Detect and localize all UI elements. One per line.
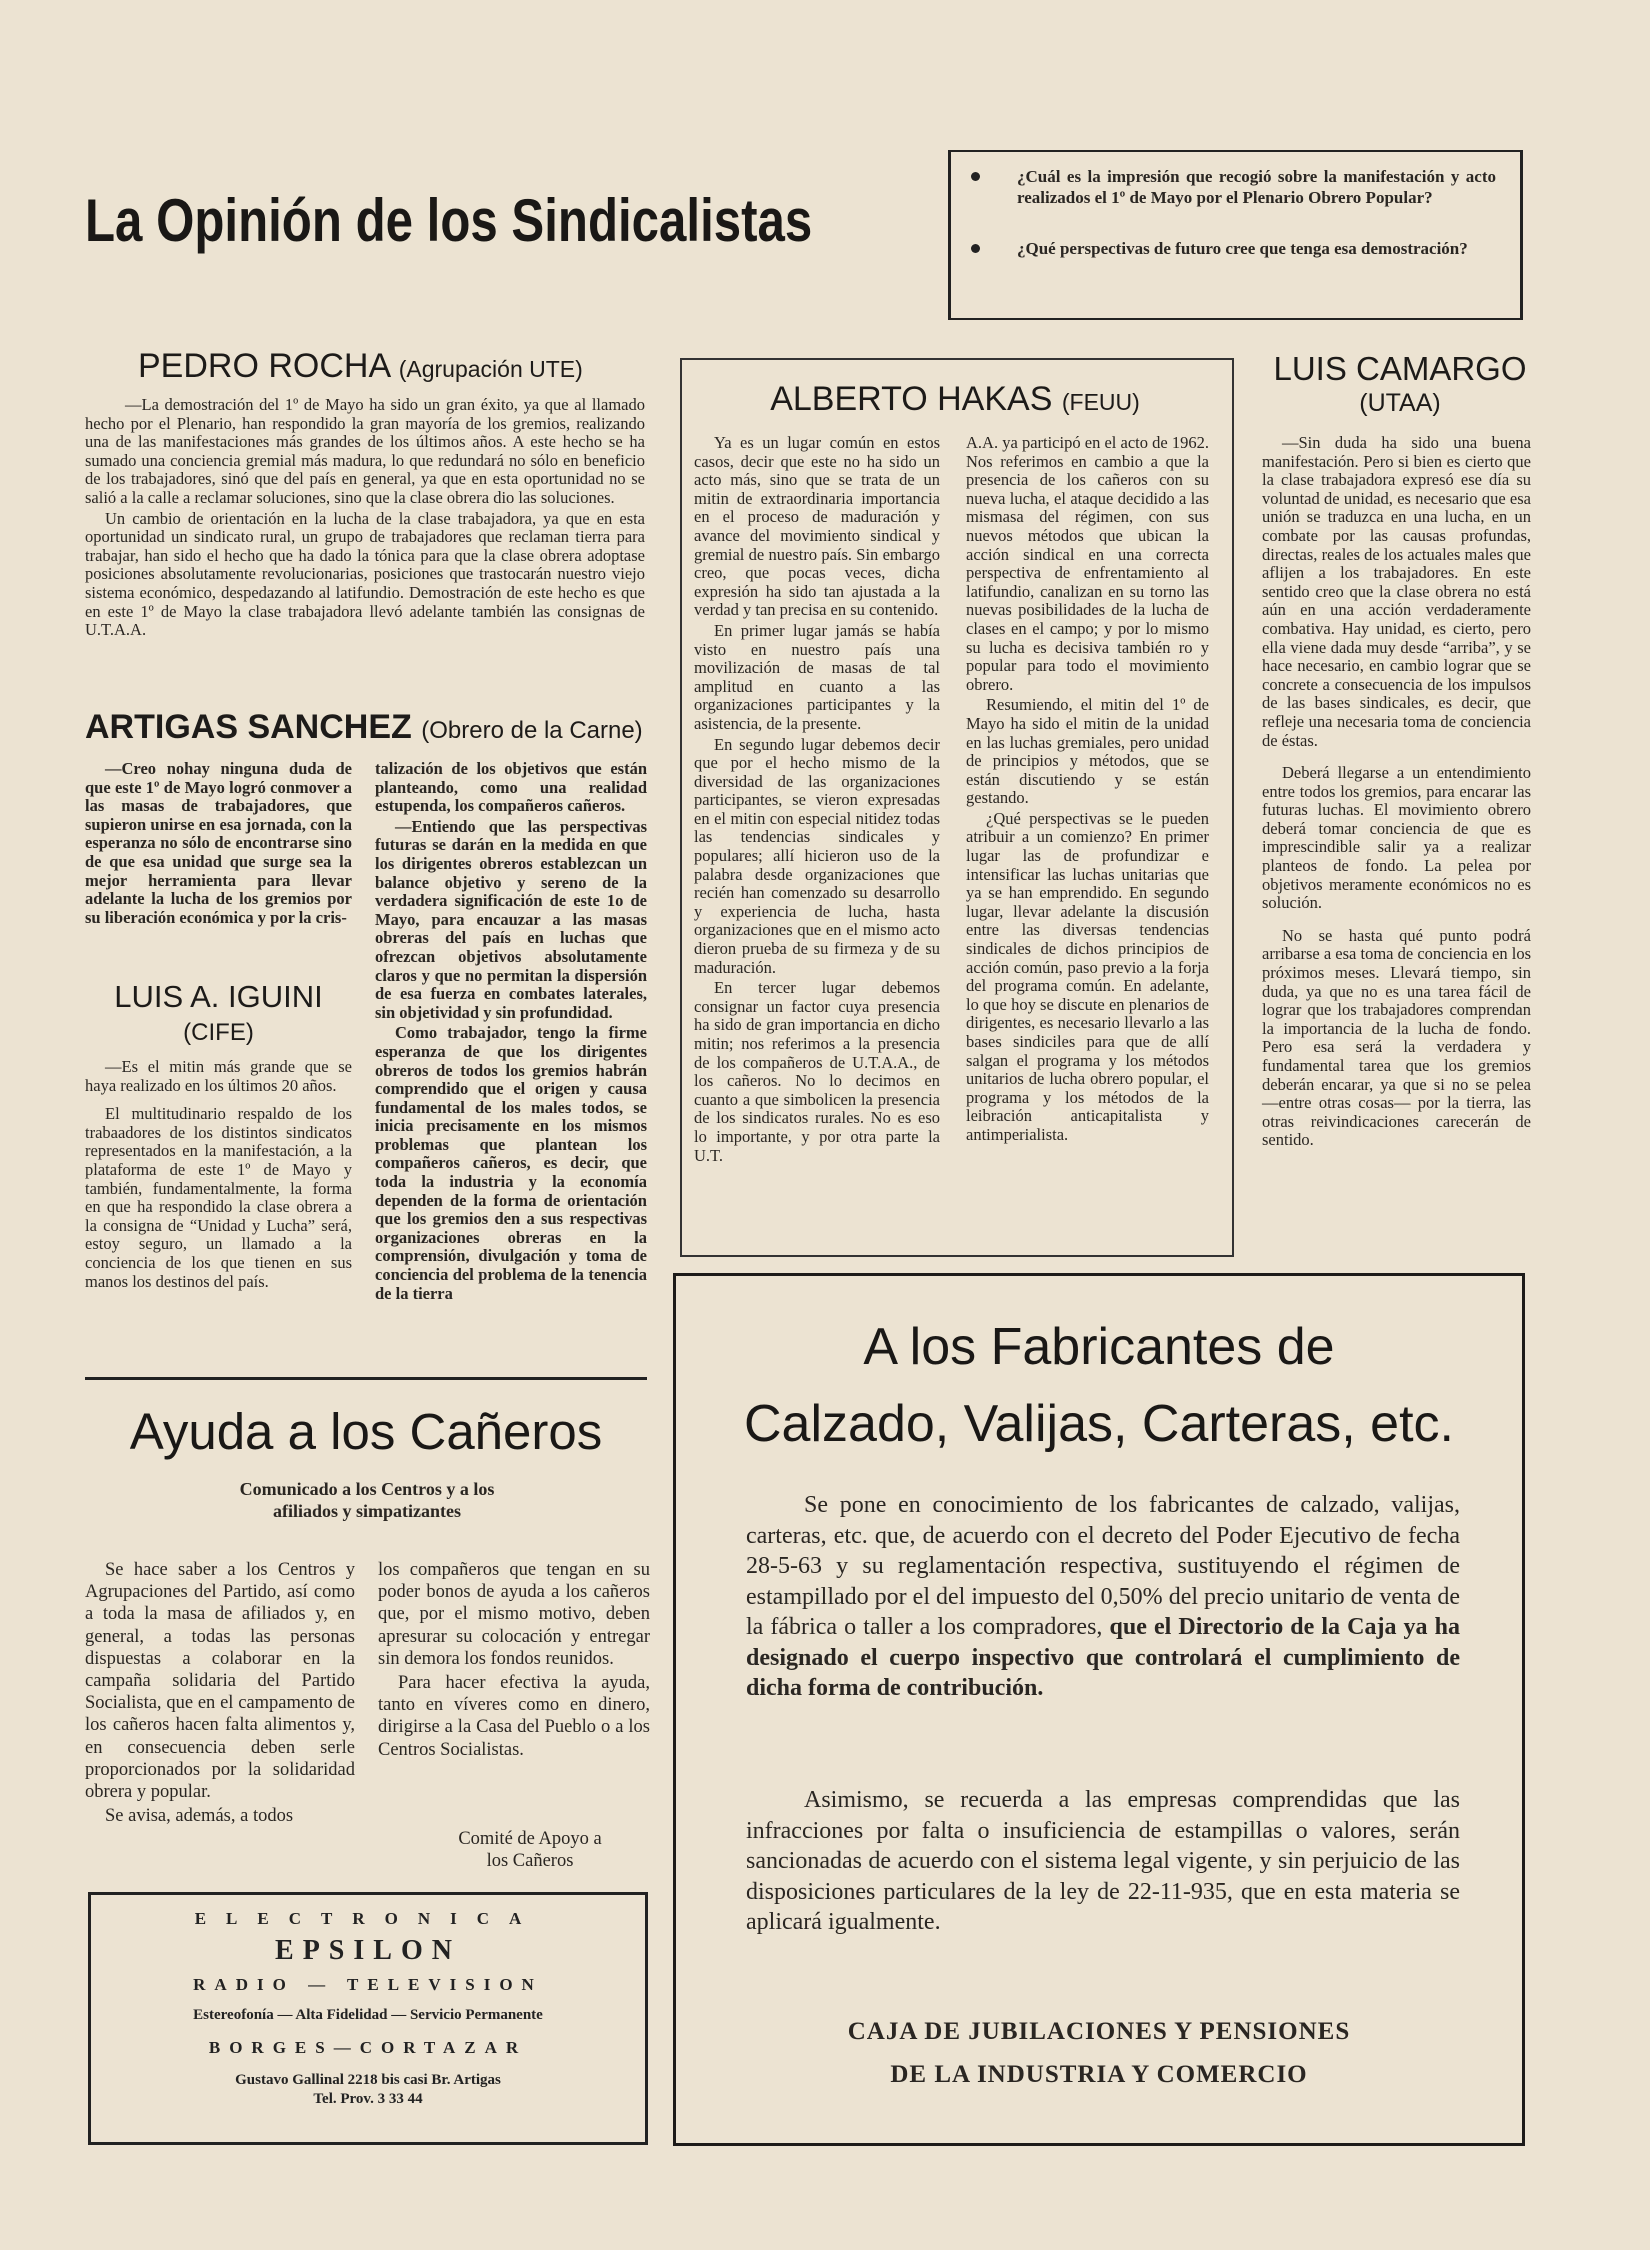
camargo-affiliation: (UTAA) bbox=[1359, 389, 1441, 417]
camargo-text bbox=[1262, 434, 1531, 1152]
epsilon-ad bbox=[88, 1892, 648, 2145]
paragraph: Deberá llegarse a un entendimiento entre todos los gremios, para encarar las futuras luchas. El movimiento obrero deberá tomar conciencia de que es imprescindible salir ya a realizar planteos de fondo. La pelea por objetivos meramente económicos no es solución. bbox=[1262, 763, 1531, 913]
paragraph: Como trabajador, tengo la firme esperanza de que los dirigentes obreros de todos los gremios habrán comprendido que el origen y causa fundamental de los males todos, se inicia precisamente en los mismos problemas que plantean los compañeros cañeros, es decir, que toda la industria y la economía dependen de la forma de orientación que los gremios den a sus respectivas organizaciones obreras en la comprensión, divulgación y toma de conciencia del problema de la tenencia de la tierra bbox=[375, 1023, 647, 1303]
sanchez-name: ARTIGAS SANCHEZ bbox=[85, 708, 412, 746]
paragraph: talización de los objetivos que están planteando, como una realidad estupenda, los compañeros cañeros. bbox=[375, 759, 647, 816]
paragraph: —La demostración del 1º de Mayo ha sido un gran éxito, ya que al llamado hecho por el Plenario, han respondido la gran mayoría de los gremios, realizando una de las manifestaciones más grandes de los últimos años. A este hecho se ha sumado una conciencia gremial más madura, lo que redundará no sólo en beneficio de los trabajadores, sinó que del país en general, ya que en esta oportunidad no se salió a la calle a reclamar soluciones, sino que la clase obrera dio las soluciones. bbox=[85, 395, 645, 507]
sanchez-col2 bbox=[375, 760, 647, 1305]
ad-line-electronica: ELECTRONICA bbox=[194, 1909, 542, 1928]
paragraph: ¿Qué perspectivas se le pueden atribuir a un comienzo? En primer lugar las de profundizar e intensificar las luchas unitarias que ya se han emprendido. En segundo lugar, llevar adelante la discusión entre las diversas tendencias sindicales de dichos principios de acción común, paso previo a la forja del programa común. En adelante, lo que hoy se discute en plenarios de dirigentes, es necesario llevarlo a las bases sindiciles para que de allí salgan el programa y los métodos unitarios de lucha obrero popular, el programa y los métodos de la leibración anticapitalista y antimperialista. bbox=[966, 808, 1209, 1144]
notice-p1-bold: que el Directorio de la Caja ya ha designado el cuerpo inspectivo que controlará el cumplimiento de dicha forma de contribución. bbox=[746, 1614, 1460, 1701]
iguini-affiliation: (CIFE) bbox=[183, 1019, 254, 1046]
ad-line-epsilon: EPSILON bbox=[275, 1935, 461, 1966]
paragraph: En primer lugar jamás se había visto en nuestro país una movilización de masas de tal amplitud en cuanto a las organizaciones participantes y la asistencia, de la presente. bbox=[694, 620, 940, 733]
paragraph: No se hasta qué punto podrá arribarse a esa toma de conciencia en los próximos meses. Llevará tiempo, sin duda, ya que no es una tarea fácil de lograr que los trabajadores comprendan la importancia de la lucha de fondo. Pero esa será la verdadera y fundamental tarea que los gremios deberán encarar, ya que si no se pelea —entre otras cosas— por la tierra, las otras reivindicaciones carecerán de sentido. bbox=[1262, 925, 1531, 1150]
paragraph: —Entiendo que las perspectivas futuras se darán en la medida en que los dirigentes obreros establezcan un balance objetivo y sereno de la verdadera significación de este 1o de Mayo, para encauzar a las masas obreras del país en luchas que ofrezcan objetivos absolutamente claros y que no permitan la dispersión de esa fuerza en combates laterales, sin objetividad y sin profundidad. bbox=[375, 816, 647, 1022]
notice-title-1: A los Fabricantes de bbox=[863, 1318, 1335, 1376]
rocha-text bbox=[85, 396, 645, 642]
sanchez-col1 bbox=[85, 760, 352, 929]
canneros-signature: Comité de Apoyo a los Cañeros bbox=[458, 1829, 602, 1871]
hakas-affiliation: (FEUU) bbox=[1061, 389, 1140, 415]
notice-p1-text: Se pone en conocimiento de los fabricantes de calzado, valijas, carteras, etc. que, de acuerdo con el decreto del Poder Ejecutivo de fecha 28-5-63 y su reglamentación respectiva, sustituyendo el régimen de estampillado por el del impuesto del 0,50% del precio unitario de venta de la fábrica o taller a los compradores, bbox=[746, 1492, 1460, 1640]
paragraph: —Creo nohay ninguna duda de que este 1º de Mayo logró conmover a las masas de trabajadores, que supieron unirse en esa jornada, con la esperanza no sólo de encontrarse sino de que esa unidad que surge sea la mejor herramienta para llevar adelante la lucha de los gremios por su liberación económica y por la cris- bbox=[85, 759, 352, 927]
questions-box bbox=[948, 150, 1523, 320]
ad-line-radio: RADIO — TELEVISION bbox=[193, 1975, 543, 1994]
bullet-icon bbox=[971, 244, 980, 253]
paragraph: Un cambio de orientación en la lucha de la clase trabajadora, ya que en esta oportunidad un sindicato rural, un grupo de trabajadores que reclaman tierra para trabajar, han sido el hecho que ha dado la tónica para que la clase obrera adoptase posiciones absolutamente revolucionarias, posiciones que trastocarán nuestro viejo sistema económico, despedazando al latifundio. Demostración de este hecho es que en este 1º de Mayo la clase trabajadora llevó adelante también las consignas de U.T.A.A. bbox=[85, 508, 645, 640]
rocha-heading bbox=[138, 347, 583, 388]
sanchez-heading bbox=[85, 708, 643, 750]
sanchez-affiliation: (Obrero de la Carne) bbox=[421, 717, 643, 744]
hakas-col2 bbox=[966, 434, 1209, 1147]
paragraph: En tercer lugar debemos consignar un factor cuya presencia ha sido de gran importancia en dicho mitin; nos referimos a la presencia de los compañeros de U.T.A.A., de los cañeros. No lo decimos en cuanto a que simbolicen la presencia de los sindicatos rurales. No es eso lo importante, y por otra parte la U.T. bbox=[694, 978, 940, 1165]
canneros-col1 bbox=[85, 1559, 355, 1829]
canneros-col2 bbox=[378, 1559, 650, 1763]
hakas-col1 bbox=[694, 434, 940, 1167]
paragraph: —Es el mitin más grande que se haya realizado en los últimos 20 años. bbox=[85, 1057, 352, 1095]
page-title: La Opinión de los Sindicalistas bbox=[85, 187, 813, 254]
paragraph: Se hace saber a los Centros y Agrupaciones del Partido, así como a toda la masa de afiliados y, en general, a todas las personas dispuestas a colaborar en la campaña solidaria del Partido Socialista, que en el campamento de los cañeros hacen falta alimentos y, en consecuencia deben serle proporcionados por la solidaridad obrera y popular. bbox=[85, 1560, 355, 1803]
rocha-name: PEDRO ROCHA bbox=[138, 347, 390, 385]
paragraph: A.A. ya participó en el acto de 1962. Nos referimos en cambio a que la presencia de los cañeros con su nueva lucha, el ataque decidido a las mismasa del régimen, con sus nuevos métodos que ubican la acción sindical en una correcta perspectiva de enfrentamiento al latifundio, canalizan en su torno las nuevas posibilidades de la lucha de clases en el campo; y por lo mismo su lucha es decisiva también ro y popular para todo el movimiento obrero. bbox=[966, 433, 1209, 694]
question-1: ¿Cuál es la impresión que recogió sobre la manifestación y acto realizados el 1º de Mayo por el Plenario Obrero Popular? bbox=[1017, 167, 1496, 207]
camargo-name: LUIS CAMARGO bbox=[1273, 350, 1527, 387]
iguini-name: LUIS A. IGUINI bbox=[114, 979, 323, 1014]
hakas-heading bbox=[680, 380, 1230, 421]
rocha-affiliation: (Agrupación UTE) bbox=[398, 356, 583, 382]
paragraph: los compañeros que tengan en su poder bonos de ayuda a los cañeros que, por el mismo motivo, deben apresurar su colocación y entregar sin demora los fondos reunidos. bbox=[378, 1560, 650, 1669]
ad-line-address: Gustavo Gallinal 2218 bis casi Br. Artigas bbox=[235, 2072, 501, 2088]
notice-footer-2: DE LA INDUSTRIA Y COMERCIO bbox=[890, 2061, 1308, 2088]
notice-title-2: Calzado, Valijas, Carteras, etc. bbox=[744, 1395, 1454, 1453]
question-2: ¿Qué perspectivas de futuro cree que tenga esa demostración? bbox=[1017, 239, 1468, 258]
ad-line-phone: Tel. Prov. 3 33 44 bbox=[313, 2091, 423, 2107]
hakas-name: ALBERTO HAKAS bbox=[770, 380, 1053, 418]
paragraph: En segundo lugar debemos decir que por el hecho mismo de la diversidad de las organizaciones participantes, se vieron expresadas en el mitin con especial nitidez todas las tendencias sindicales y populares; allí hicieron uso de la palabra desde organizaciones que recién han comenzado su desarrollo y experiencia de lucha, hasta organizaciones que en el mismo acto dieron prueba de su firmeza y de su maduración. bbox=[694, 734, 940, 977]
canneros-subtitle: Comunicado a los Centros y a los afiliados y simpatizantes bbox=[239, 1479, 495, 1521]
ad-line-borges: BORGES—CORTAZAR bbox=[208, 2038, 528, 2057]
paragraph: —Sin duda ha sido una buena manifestación. Pero si bien es cierto que la clase trabajadora expresó ese día su voluntad de unidad, es necesario que esa unión se traduzca en una lucha, en un combate por las causas profundas, directas, reales de los actuales males que aflijen a los trabajadores. En este sentido creo que la clase obrera no está aún en una acción verdaderamente combativa. Hay unidad, es cierto, pero ella viene dada muy desde “arriba”, y se hace necesario, en cambio lograr que se concrete a consecuencia de los impulsos de las bases sindicales, es decir, que refleje una necesaria toma de conciencia de éstas. bbox=[1262, 433, 1531, 750]
notice-paragraph-1 bbox=[746, 1490, 1460, 1704]
paragraph: Se avisa, además, a todos bbox=[105, 1806, 294, 1827]
notice-paragraph-2: Asimismo, se recuerda a las empresas comprendidas que las infracciones por falta o insuficiencia de estampillas o valores, serán sancionadas de acuerdo con el sistema legal vigente, y sin perjuicio de las disposiciones particulares de la ley de 22-11-935, que en esta materia se aplicará igualmente. bbox=[746, 1787, 1460, 1935]
paragraph: Ya es un lugar común en estos casos, decir que este no ha sido un acto más, sino que se trata de un mitin de extraordinaria importancia en el proceso de maduración y avance del movimiento sindical y gremial de nuestro país. Sin embargo creo, que pocas veces, dicha expresión ha sido tan ajustada a la verdad y tan precisa en su contenido. bbox=[694, 433, 940, 620]
bullet-icon bbox=[971, 172, 980, 181]
canneros-title: Ayuda a los Cañeros bbox=[129, 1403, 603, 1460]
iguini-text bbox=[85, 1058, 352, 1293]
paragraph: El multitudinario respaldo de los trabaadores de los distintos sindicatos representados en la manifestación, a la plataforma de este 1º de Mayo y también, fundamentalmente, la forma en que ha respondido la clase obrera a la consigna de “Unidad y Lucha” será, estoy seguro, un llamado a la conciencia de los que tienen en sus manos los destinos del país. bbox=[85, 1104, 352, 1291]
paragraph: Resumiendo, el mitin del 1º de Mayo ha sido el mitin de la unidad en las luchas gremiales, pero unidad de principios y métodos, que se están discutiendo y se están gestando. bbox=[966, 695, 1209, 808]
notice-footer-1: CAJA DE JUBILACIONES Y PENSIONES bbox=[847, 2018, 1351, 2045]
paragraph: Para hacer efectiva la ayuda, tanto en víveres como en dinero, dirigirse a la Casa del Pueblo o a los Centros Socialistas. bbox=[378, 1673, 650, 1760]
section-divider bbox=[85, 1377, 647, 1380]
ad-line-services: Estereofonía — Alta Fidelidad — Servicio Permanente bbox=[193, 2007, 543, 2023]
